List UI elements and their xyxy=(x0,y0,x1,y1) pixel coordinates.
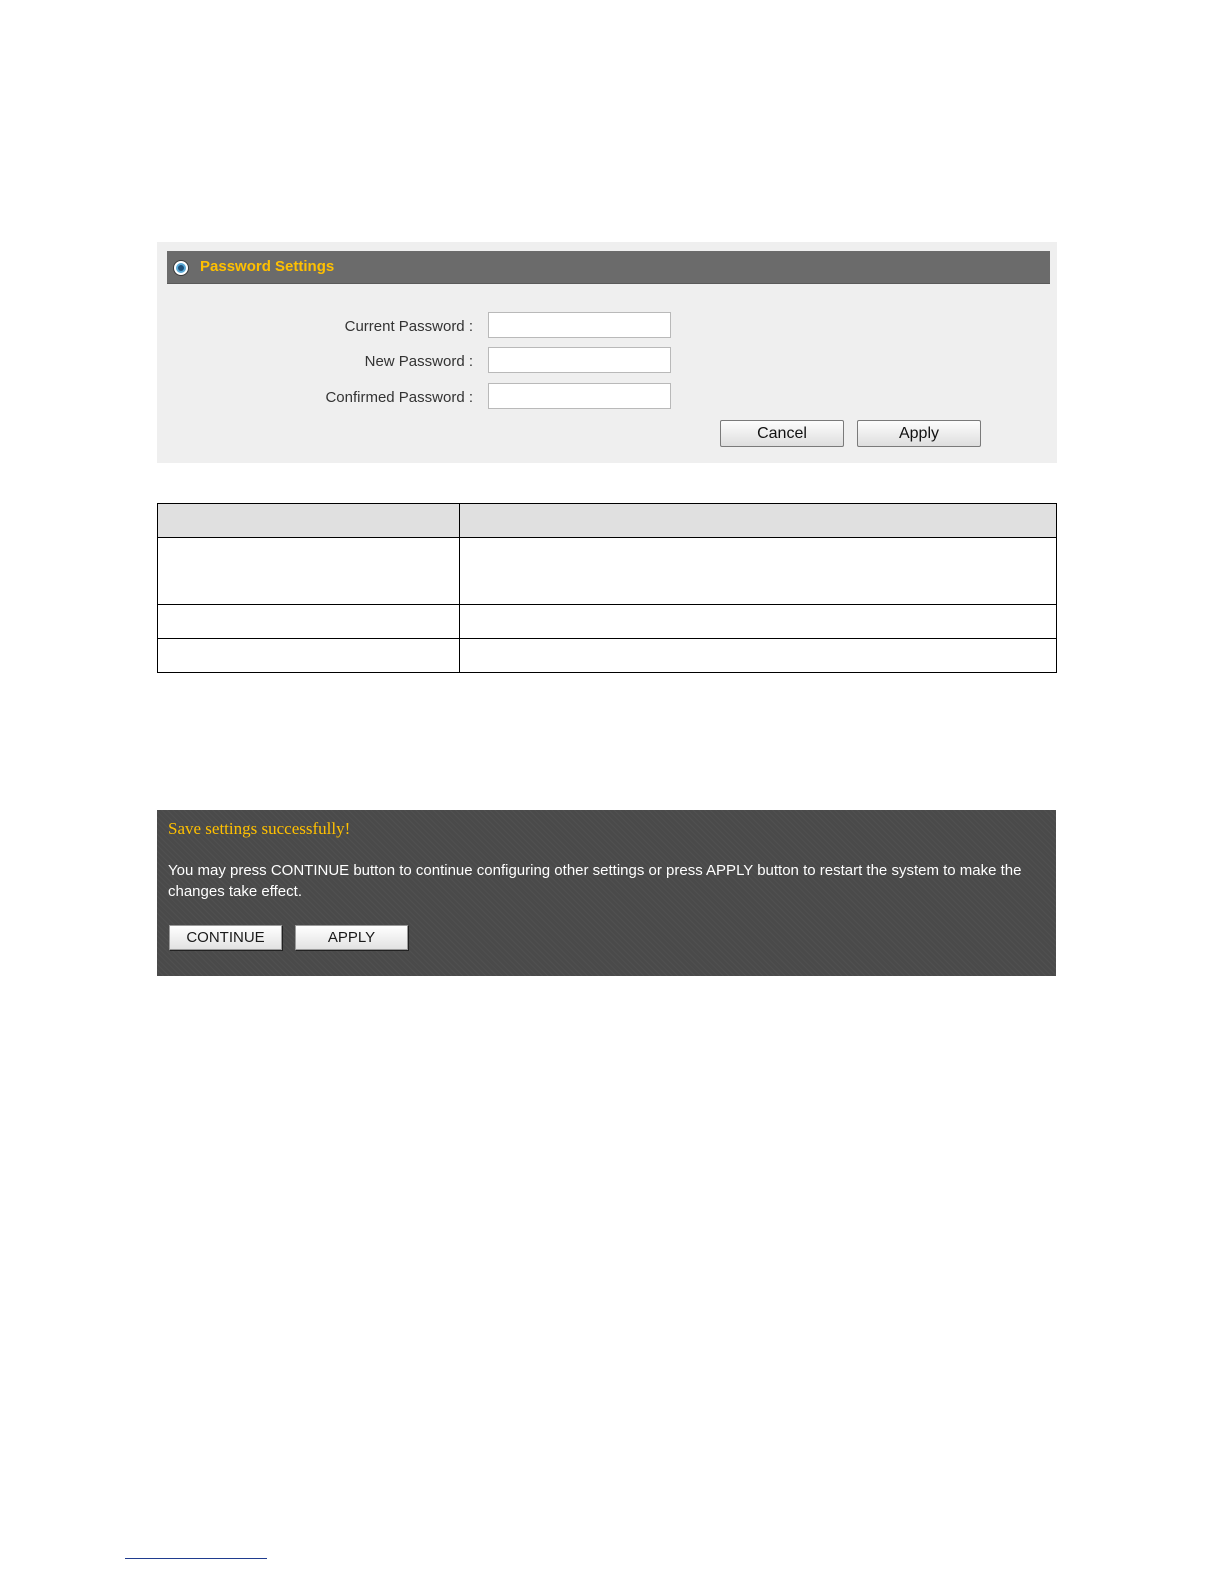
apply-button[interactable]: Apply xyxy=(857,420,981,447)
table-cell xyxy=(460,538,1057,605)
confirmed-password-label: Confirmed Password : xyxy=(325,389,473,406)
table-cell xyxy=(158,639,460,673)
description-table xyxy=(157,503,1057,673)
table-cell xyxy=(158,605,460,639)
save-success-message: You may press CONTINUE button to continue configuring other settings or press APPLY button to restart the system to make the changes take effect. xyxy=(168,862,1022,900)
table-row xyxy=(158,538,1057,605)
confirmed-password-input[interactable] xyxy=(488,383,671,409)
radio-bullet-icon xyxy=(174,261,188,275)
continue-button[interactable]: CONTINUE xyxy=(169,925,282,950)
save-success-title: Save settings successfully! xyxy=(168,819,351,838)
new-password-row xyxy=(157,347,1057,377)
table-cell xyxy=(460,639,1057,673)
password-settings-header xyxy=(167,251,1050,284)
footnote-divider xyxy=(125,1558,267,1559)
new-password-input[interactable] xyxy=(488,347,671,373)
table-cell xyxy=(158,538,460,605)
current-password-input[interactable] xyxy=(488,312,671,338)
save-success-panel xyxy=(157,810,1056,976)
cancel-button[interactable]: Cancel xyxy=(720,420,844,447)
apply-restart-button[interactable]: APPLY xyxy=(295,925,408,950)
confirmed-password-row xyxy=(157,383,1057,413)
password-settings-title: Password Settings xyxy=(200,258,335,275)
new-password-label: New Password : xyxy=(364,353,473,370)
table-cell xyxy=(460,504,1057,538)
table-cell xyxy=(158,504,460,538)
password-settings-panel xyxy=(157,242,1057,463)
table-cell xyxy=(460,605,1057,639)
table-row xyxy=(158,605,1057,639)
table-header-row xyxy=(158,504,1057,538)
current-password-row xyxy=(157,312,1057,342)
current-password-label: Current Password : xyxy=(344,318,473,335)
table-row xyxy=(158,639,1057,673)
